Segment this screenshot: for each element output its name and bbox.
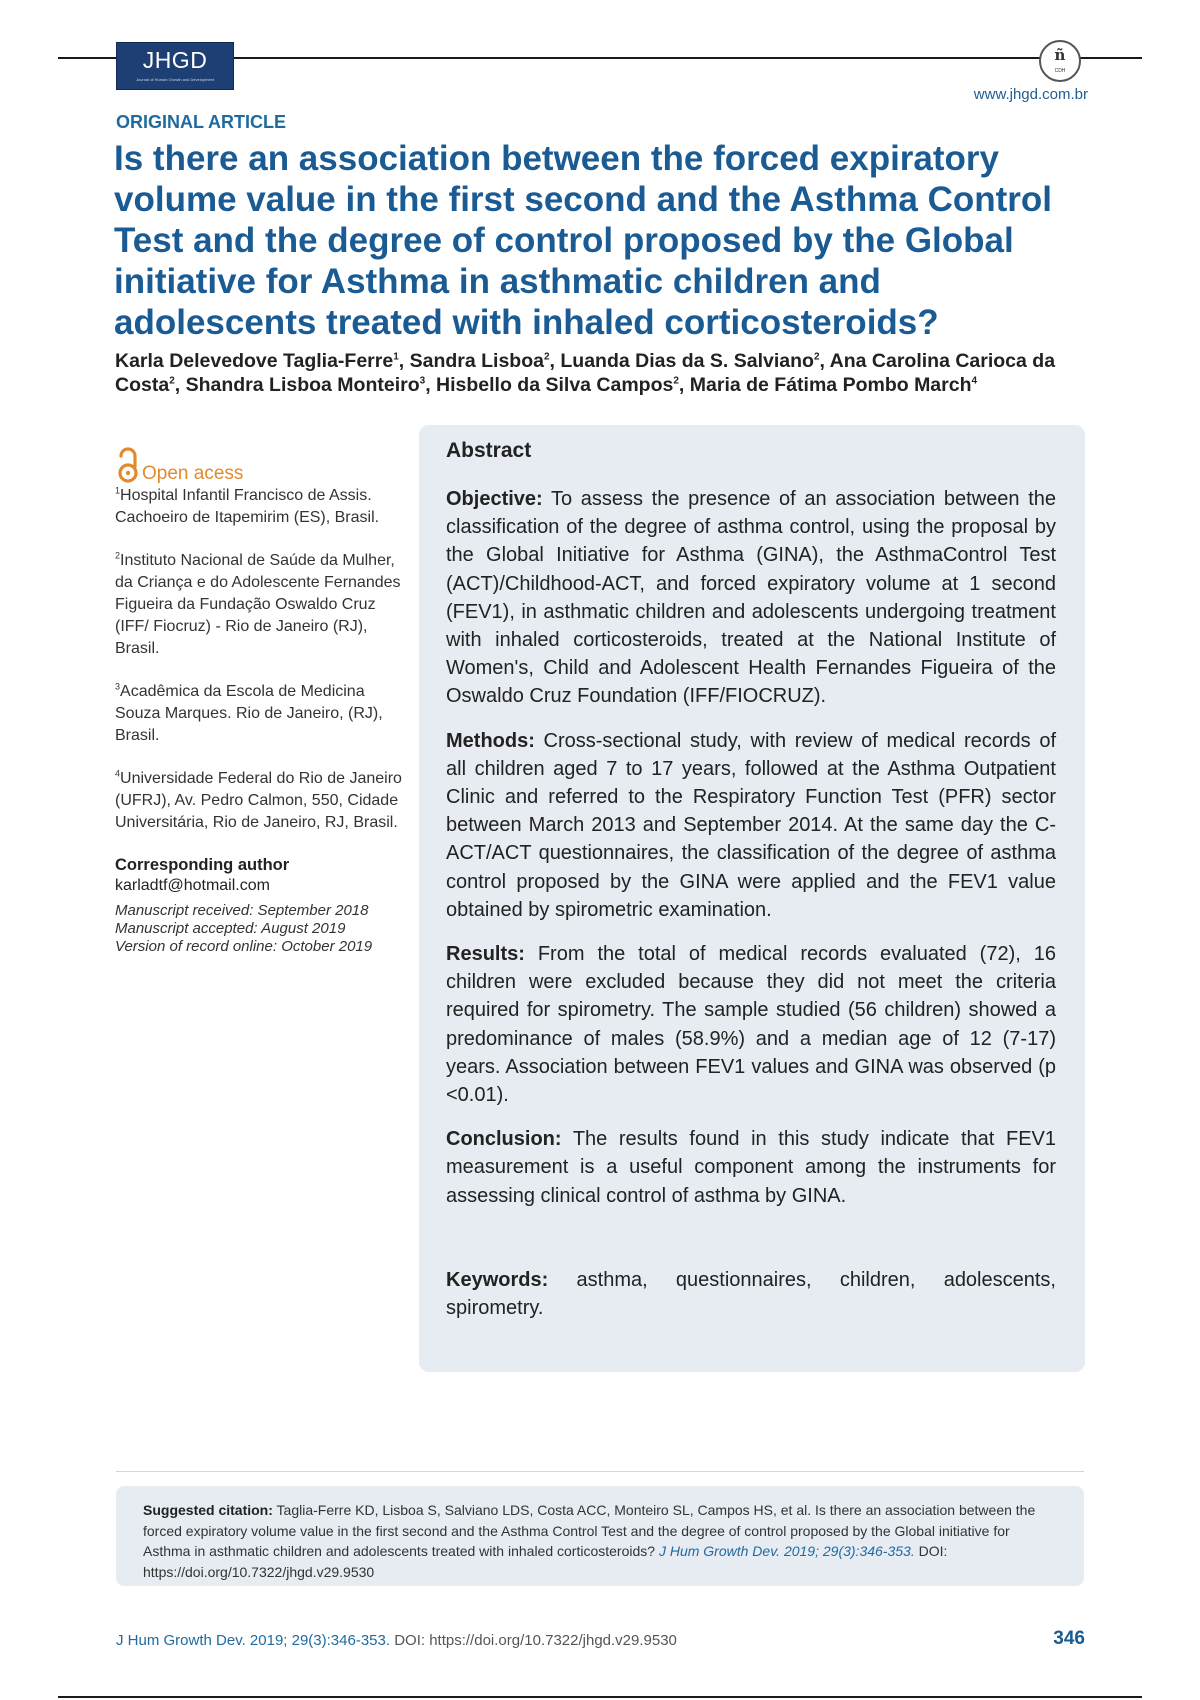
logo-text: JHGD [142,47,208,73]
abstract-heading: Abstract [446,439,532,462]
citation-doi-link[interactable]: DOI: https://doi.org/10.7322/jhgd.v29.9530 [143,1543,948,1580]
affiliation: $^4$Universidade Federal do Rio de Janeiro (UFRJ), Av. Pedro Calmon, 550, Cidade Universitária, Rio de Janeiro, RJ, Brasil. [115,768,402,831]
seal-text: CDH [1054,68,1066,74]
citation-journal-ref: J Hum Growth Dev. 2019; 29(3):346-353. [658,1543,915,1559]
corresponding-email-link[interactable]: karladtf@hotmail.com [115,877,270,894]
footer-reference [116,1632,677,1649]
sidebar [115,443,405,956]
abstract-results: Results: From the total of medical records evaluated (72), 16 children were excluded because they did not meet the criteria required for spirometry. The sample studied (56 children) showed a predominance of males (58.9%) and a median age of 12 (7-17) years. Association between FEV1 values and GINA was observed (p <0.01). [446,943,1056,1107]
abstract-objective: Objective: To assess the presence of an association between the classification of the degree of asthma control, using the proposal by the Global Initiative for Asthma (GINA), the AsthmaControl Test (ACT)/Childhood-ACT, and forced expiratory volume at 1 second (FEV1), in asthmatic children and adolescents undergoing treatment with inhaled corticosteroids, treated at the National Institute of Women's, Child and Adolescent Health Fernandes Figueira of the Oswaldo Cruz Foundation (IFF/FIOCRUZ). [446,488,1056,708]
date-online: Version of record online: October 2019 [115,938,373,955]
journal-logo[interactable] [116,42,234,90]
footer-doi-link[interactable]: DOI: https://doi.org/10.7322/jhgd.v29.9530 [394,1632,677,1649]
author: Ana Carolina Carioca da Costa$^2$, [115,350,1056,396]
open-access-badge[interactable] [115,443,405,485]
citation-text: Taglia-Ferre KD, Lisboa S, Salviano LDS, Costa ACC, Monteiro SL, Campos HS, et al. Is there an association between the forced expiratory volume value in the first second and the Asthma Control Test and the degree of control proposed by the Global initiative for Asthma in asthmatic children and adolescents treated with inhaled corticosteroids? [143,1502,1036,1559]
author: Shandra Lisboa Monteiro$^3$, [185,374,437,396]
manuscript-dates [115,902,405,956]
affiliation: $^3$Acadêmica da Escola de Medicina Souza Marques. Rio de Janeiro, (RJ), Brasil. [115,681,383,744]
open-access-label: Open acess [142,463,244,484]
author: Luanda Dias da S. Salviano$^2$, [560,350,830,372]
author: Sandra Lisboa$^2$, [409,350,561,372]
abstract-box [419,425,1085,1372]
footer-journal-ref: J Hum Growth Dev. 2019; 29(3):346-353. [116,1632,391,1649]
author: Maria de Fátima Pombo March$^4$ [689,374,978,396]
abstract-conclusion: Conclusion: The results found in this study indicate that FEV1 measurement is a useful component among the instruments for assessing clinical control of asthma by GINA. [446,1128,1056,1207]
society-seal-icon: ñ CDH [1039,40,1081,82]
date-received: Manuscript received: September 2018 [115,902,369,919]
section-label: ORIGINAL ARTICLE [116,112,286,132]
citation-label: Suggested citation: [143,1502,273,1518]
suggested-citation [116,1486,1084,1586]
website-link[interactable]: www.jhgd.com.br [973,86,1088,103]
date-accepted: Manuscript accepted: August 2019 [115,920,346,937]
author-list [115,349,1090,397]
corresponding-author-heading: Corresponding author [115,856,290,874]
author: Hisbello da Silva Campos$^2$, [436,374,690,396]
open-access-icon [115,443,141,483]
divider [116,1471,1084,1472]
logo-subtitle: Journal of Human Growth and Development [135,77,215,82]
abstract-methods: Methods: Cross-sectional study, with review of medical records of all children aged 7 to 17 years, followed at the Asthma Outpatient Clinic and referred to the Respiratory Function Test (PFR) sector between March 2013 and September 2014. At the same day the C-ACT/ACT questionnaires, the classification of the degree of asthma control proposed by the GINA were applied and the FEV1 value obtained by spirometric examination. [446,729,1056,921]
affiliation: $^1$Hospital Infantil Francisco de Assis. Cachoeiro de Itapemirim (ES), Brasil. [115,485,380,526]
page-number: 346 [1053,1628,1085,1649]
author: Karla Delevedove Taglia-Ferre$^1$, [115,350,410,372]
affiliation: $^2$Instituto Nacional de Saúde da Mulher, da Criança e do Adolescente Fernandes Figueira da Fundação Oswaldo Cruz (IFF/ Fiocruz) - Rio de Janeiro (RJ), Brasil. [115,550,401,657]
bottom-rule [58,1696,1142,1698]
abstract-keywords: Keywords: asthma, questionnaires, children, adolescents, spirometry. [446,1268,1056,1320]
article-title: Is there an association between the forced expiratory volume value in the first second and the Asthma Control Test and the degree of control proposed by the Global initiative for Asthma in asthmatic children and adolescents treated with inhaled corticosteroids? [114,139,1053,342]
